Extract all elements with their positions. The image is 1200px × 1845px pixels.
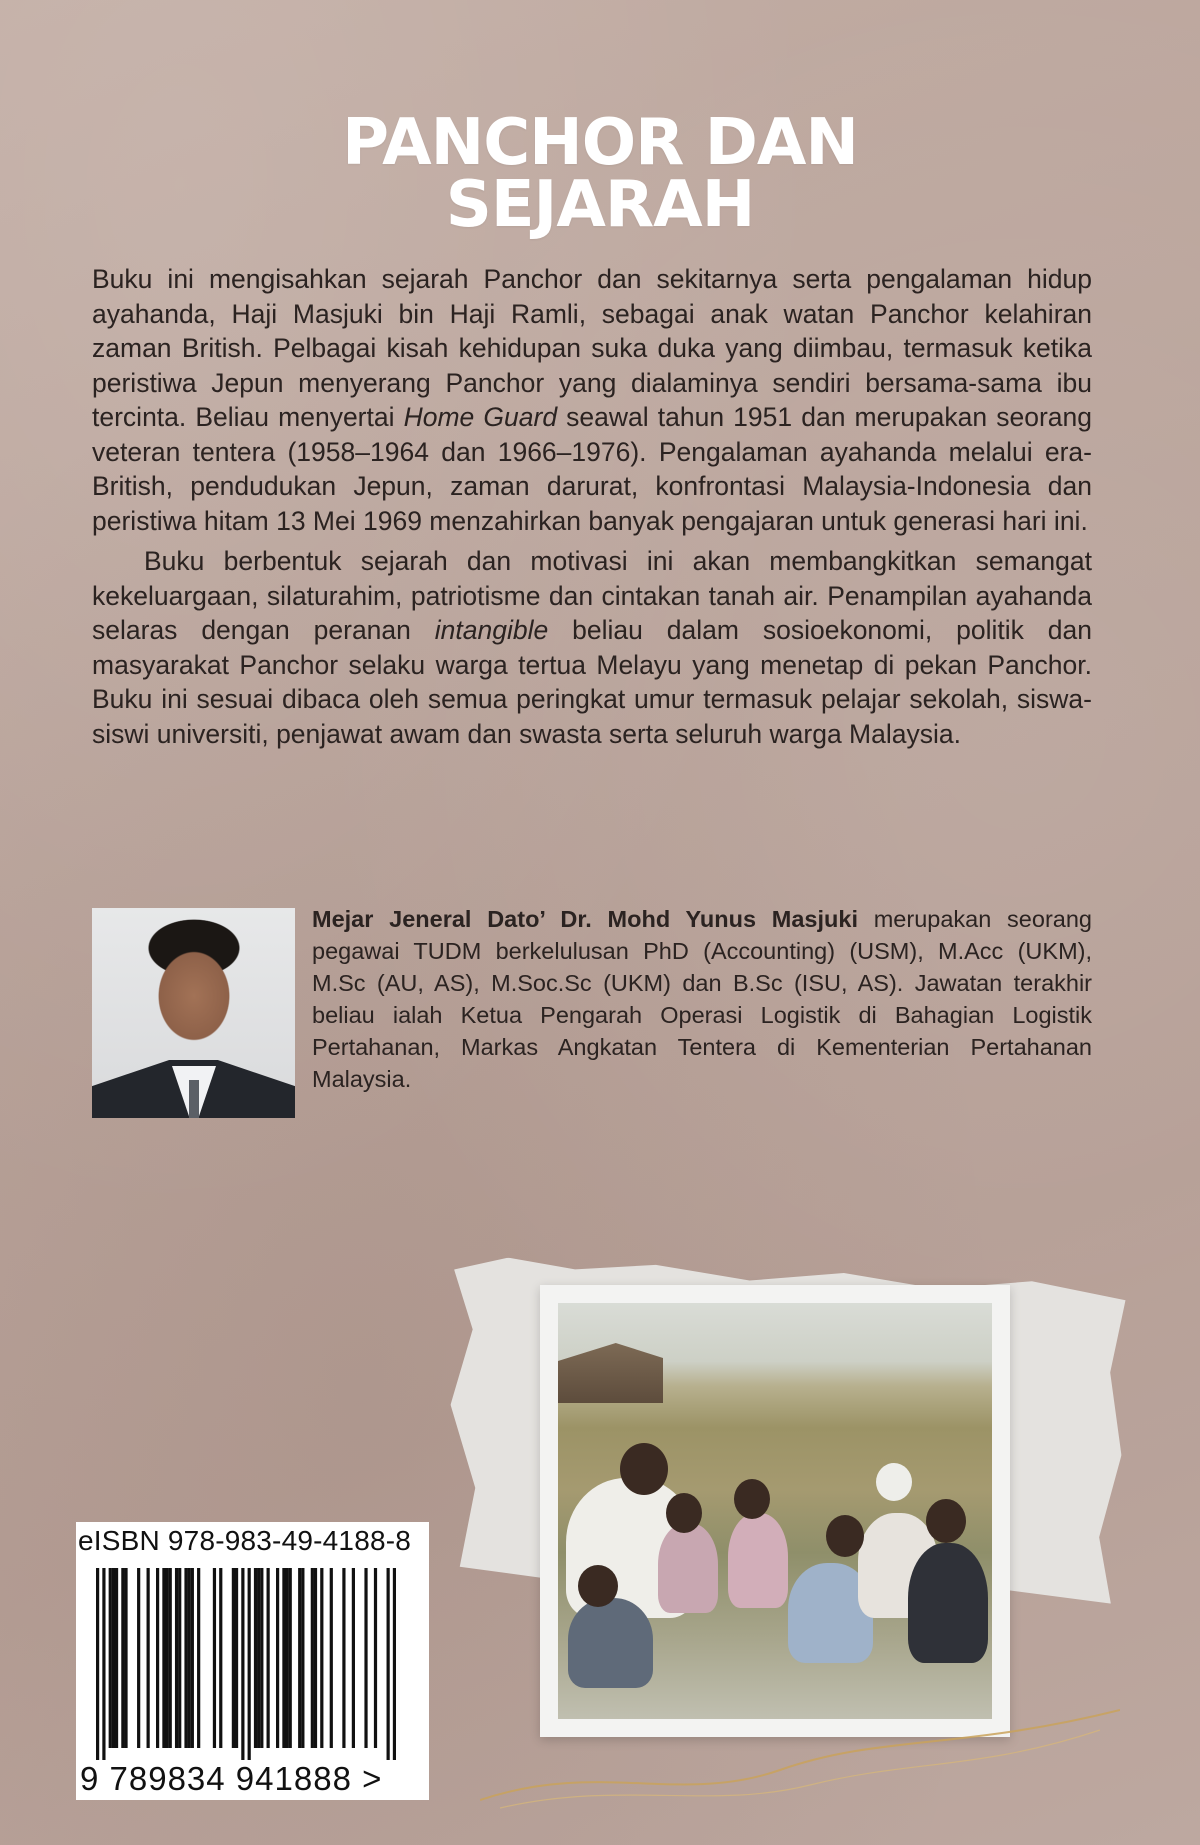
book-title-line-1: PANCHOR DAN: [342, 106, 858, 180]
barcode-bar: [342, 1568, 345, 1748]
blurb-p2-text-b: beliau dalam sosioekonomi, politik dan masyarakat Panchor selaku warga tertua Melayu yang menetap di pekan Panchor. Buku ini sesuai dibaca oleh semua peringkat umur termasuk pelajar sekolah, siswa-siswi universiti, penjawat awam dan swasta serta seluruh warga Malaysia.: [92, 615, 1092, 749]
gold-swirl-decoration: [480, 1690, 1120, 1810]
barcode-bar: [387, 1568, 390, 1760]
barcode-bar: [147, 1568, 150, 1748]
barcode-bar: [276, 1568, 279, 1748]
barcode-bar: [241, 1568, 244, 1760]
blurb-paragraph-1: [92, 262, 1092, 538]
barcode-bar: [374, 1568, 377, 1748]
author-bio-text: merupakan seorang pegawai TUDM berkelulusan PhD (Accounting) (USM), M.Acc (UKM), M.Sc (AU, AS), M.Soc.Sc (UKM) dan B.Sc (ISU, AS). Jawatan terakhir beliau ialah Ketua Pengarah Operasi Logistik di Bahagian Logistik Pertahanan, Markas Angkatan Tentera di Kementerian Pertahanan Malaysia.: [312, 906, 1092, 1092]
blurb-p1-italic: Home Guard: [403, 402, 558, 432]
blurb-p1-text-a: Buku ini mengisahkan sejarah Panchor dan sekitarnya serta pengalaman hidup ayahanda, Haji Masjuki bin Haji Ramli, sebagai anak watan Panchor kelahiran zaman British. Pelbagai kisah kehidupan suka duka yang diimbau, termasuk ketika peristiwa Jepun menyerang Panchor yang dialaminya sendiri bersama-sama ibu tercinta. Beliau menyertai: [92, 264, 1092, 432]
photo-head: [578, 1565, 618, 1607]
author-bio: [312, 903, 1092, 1095]
barcode: [96, 1568, 396, 1760]
book-title: [0, 106, 1200, 242]
photo-figure: [658, 1523, 718, 1613]
isbn-barcode-block: [76, 1522, 429, 1800]
photo-figure: [728, 1513, 788, 1608]
barcode-bar: [235, 1568, 238, 1748]
family-photo: [558, 1303, 992, 1719]
author-name: Mejar Jeneral Dato’ Dr. Mohd Yunus Masjuki: [312, 906, 858, 932]
barcode-bar: [219, 1568, 222, 1748]
barcode-bar: [260, 1568, 263, 1748]
isbn-label: eISBN 978-983-49-4188-8: [78, 1525, 412, 1556]
barcode-bar: [285, 1568, 288, 1748]
barcode-bar: [330, 1568, 333, 1748]
book-blurb: [92, 262, 1092, 751]
photo-figure: [908, 1543, 988, 1663]
barcode-bar: [267, 1568, 270, 1748]
barcode-bar: [156, 1568, 159, 1748]
barcode-bar: [165, 1568, 168, 1748]
author-portrait: [92, 908, 295, 1118]
barcode-bar: [121, 1568, 124, 1748]
barcode-bar: [137, 1568, 140, 1748]
barcode-bar: [298, 1568, 301, 1748]
barcode-bar: [162, 1568, 165, 1748]
barcode-bar: [96, 1568, 99, 1760]
book-title-line-2: SEJARAH: [445, 168, 755, 242]
barcode-bar: [314, 1568, 317, 1748]
barcode-bar: [191, 1568, 194, 1748]
barcode-bar: [178, 1568, 181, 1748]
photo-hut: [558, 1343, 663, 1403]
barcode-bar: [282, 1568, 285, 1748]
barcode-bar: [109, 1568, 112, 1748]
barcode-bar: [289, 1568, 292, 1748]
photo-head: [666, 1493, 702, 1533]
barcode-bar: [254, 1568, 257, 1748]
barcode-bar: [364, 1568, 367, 1748]
blurb-paragraph-2: [92, 544, 1092, 751]
barcode-bar: [248, 1568, 251, 1760]
barcode-bar: [393, 1568, 396, 1760]
barcode-bar: [188, 1568, 191, 1748]
photo-figure: [568, 1598, 653, 1688]
barcode-bar: [102, 1568, 105, 1760]
photo-head: [826, 1515, 864, 1557]
barcode-bar: [301, 1568, 304, 1748]
barcode-bar: [213, 1568, 216, 1748]
blurb-p2-italic: intangible: [434, 615, 549, 645]
barcode-bar: [257, 1568, 260, 1748]
barcode-bar: [352, 1568, 355, 1748]
barcode-bar: [184, 1568, 187, 1748]
isbn-digits: 9 789834 941888 >: [80, 1760, 383, 1797]
barcode-bar: [197, 1568, 200, 1748]
barcode-bar: [311, 1568, 314, 1748]
barcode-bar: [169, 1568, 172, 1748]
barcode-bar: [112, 1568, 115, 1748]
barcode-bar: [115, 1568, 118, 1748]
barcode-bar: [320, 1568, 323, 1748]
blurb-p1-text-b: seawal tahun 1951 dan merupakan seorang veteran tentera (1958–1964 dan 1966–1976). Pengalaman ayahanda melalui era-British, pendudukan Jepun, zaman darurat, konfrontasi Malaysia-Indonesia dan peristiwa hitam 13 Mei 1969 menzahirkan banyak pengajaran untuk generasi hari ini.: [92, 402, 1093, 536]
photo-head: [926, 1499, 966, 1543]
blurb-p2-text-a: Buku berbentuk sejarah dan motivasi ini akan membangkitkan semangat kekeluargaan, silaturahim, patriotisme dan cintakan tanah air. Penampilan ayahanda selaras dengan peranan: [92, 546, 1092, 645]
family-photo-frame: [540, 1285, 1010, 1737]
barcode-bar: [175, 1568, 178, 1748]
photo-head: [876, 1463, 912, 1501]
barcode-bar: [232, 1568, 235, 1748]
author-portrait-tie: [189, 1080, 199, 1118]
photo-head: [620, 1443, 668, 1495]
photo-head: [734, 1479, 770, 1519]
barcode-bar: [124, 1568, 127, 1748]
